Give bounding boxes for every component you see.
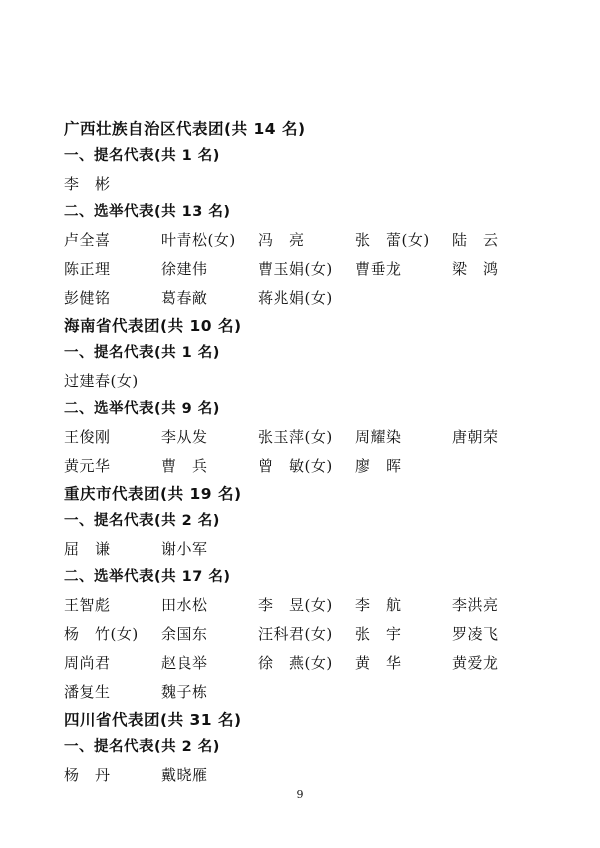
delegate-name: 杨 丹 <box>64 766 111 784</box>
delegate-name: 张 蕾(女) <box>355 231 430 249</box>
delegate-name: 黄 华 <box>355 654 402 672</box>
delegate-name: 杨 竹(女) <box>64 625 139 643</box>
delegation-title: 四川省代表团(共 31 名) <box>64 711 242 729</box>
name-row <box>64 761 544 790</box>
delegate-name: 罗凌飞 <box>452 625 499 643</box>
delegate-name: 周耀染 <box>355 428 402 446</box>
name-row <box>64 255 544 284</box>
delegate-name: 赵良举 <box>161 654 208 672</box>
delegate-name: 潘复生 <box>64 683 111 701</box>
delegate-name: 叶青松(女) <box>161 231 236 249</box>
delegate-name: 曹垂龙 <box>355 260 402 278</box>
delegate-name: 梁 鸿 <box>452 260 499 278</box>
delegate-name: 彭健铭 <box>64 289 111 307</box>
delegate-name: 李 航 <box>355 596 402 614</box>
name-row <box>64 423 544 452</box>
delegation-title: 海南省代表团(共 10 名) <box>64 317 242 335</box>
delegate-name: 李 昱(女) <box>258 596 333 614</box>
delegate-name: 汪科君(女) <box>258 625 333 643</box>
name-row <box>64 226 544 255</box>
delegate-list <box>64 116 544 790</box>
section-heading: 一、提名代表(共 1 名) <box>64 148 220 164</box>
delegate-name: 魏子栋 <box>161 683 208 701</box>
delegate-name: 徐建伟 <box>161 260 208 278</box>
delegation-title: 广西壮族自治区代表团(共 14 名) <box>64 120 306 138</box>
section-heading: 二、选举代表(共 17 名) <box>64 569 231 585</box>
delegate-name: 曾 敏(女) <box>258 457 333 475</box>
section-heading: 一、提名代表(共 2 名) <box>64 739 220 755</box>
delegate-name: 王俊刚 <box>64 428 111 446</box>
delegate-name: 曹 兵 <box>161 457 208 475</box>
name-row <box>64 535 544 564</box>
delegate-name: 卢全喜 <box>64 231 111 249</box>
name-row <box>64 367 544 396</box>
section-heading: 一、提名代表(共 2 名) <box>64 513 220 529</box>
delegate-name: 蒋兆娟(女) <box>258 289 333 307</box>
name-row <box>64 284 544 313</box>
page-number: 9 <box>296 788 304 801</box>
delegate-name: 黄元华 <box>64 457 111 475</box>
section-heading: 二、选举代表(共 13 名) <box>64 204 231 220</box>
name-row <box>64 649 544 678</box>
delegate-name: 谢小军 <box>161 540 208 558</box>
delegate-name: 李从发 <box>161 428 208 446</box>
delegate-name: 徐 燕(女) <box>258 654 333 672</box>
delegate-name: 唐朝荣 <box>452 428 499 446</box>
delegate-name: 田水松 <box>161 596 208 614</box>
section-heading: 二、选举代表(共 9 名) <box>64 401 220 417</box>
delegate-name: 余国东 <box>161 625 208 643</box>
delegate-name: 屈 谦 <box>64 540 111 558</box>
section-heading: 一、提名代表(共 1 名) <box>64 345 220 361</box>
delegate-name: 陈正理 <box>64 260 111 278</box>
name-row <box>64 591 544 620</box>
delegate-name: 曹玉娟(女) <box>258 260 333 278</box>
delegate-name: 廖 晖 <box>355 457 402 475</box>
delegate-name: 黄爱龙 <box>452 654 499 672</box>
delegate-name: 周尚君 <box>64 654 111 672</box>
name-row <box>64 170 544 199</box>
delegate-name: 陆 云 <box>452 231 499 249</box>
delegate-name: 李洪亮 <box>452 596 499 614</box>
delegate-name: 葛春敵 <box>161 289 208 307</box>
name-row <box>64 678 544 707</box>
name-row <box>64 452 544 481</box>
delegate-name: 戴晓雁 <box>161 766 208 784</box>
delegation-title: 重庆市代表团(共 19 名) <box>64 485 242 503</box>
delegate-name: 李 彬 <box>64 175 111 193</box>
delegate-name: 王智彪 <box>64 596 111 614</box>
delegate-name: 张玉萍(女) <box>258 428 333 446</box>
delegate-name: 过建春(女) <box>64 372 139 390</box>
delegate-name: 张 宇 <box>355 625 402 643</box>
name-row <box>64 620 544 649</box>
delegate-name: 冯 亮 <box>258 231 305 249</box>
